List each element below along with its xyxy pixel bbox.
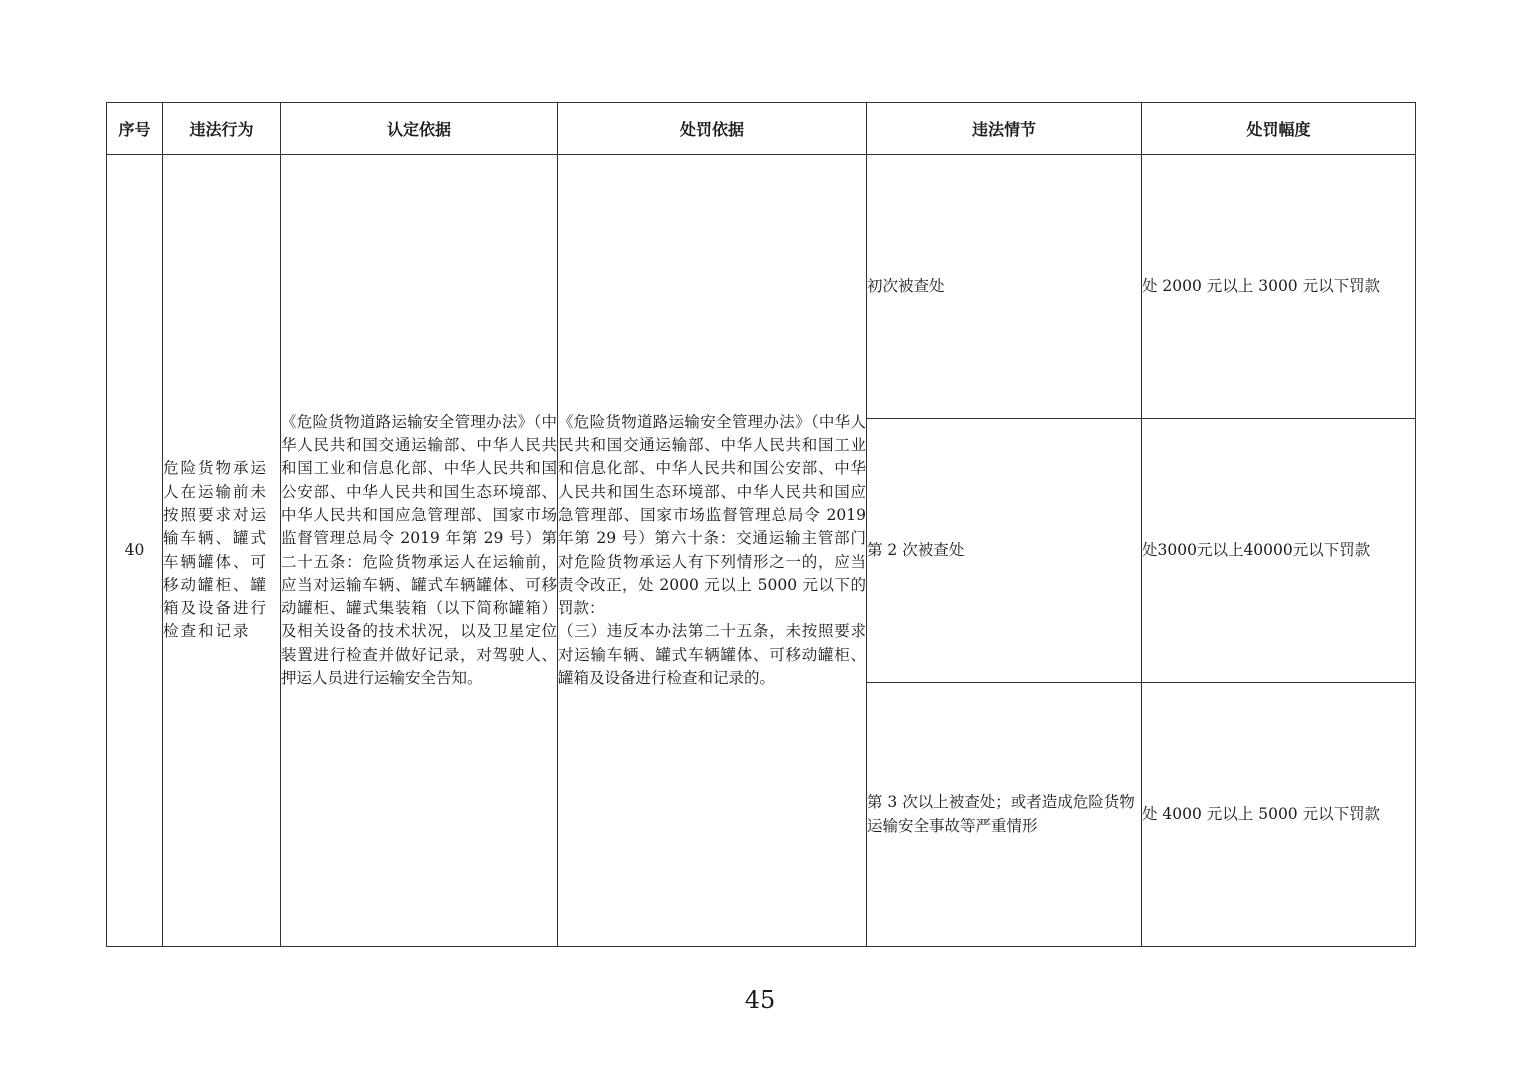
cell-circumstance: 初次被查处 [867, 155, 1142, 419]
page-number: 45 [744, 986, 776, 1014]
cell-penalty-basis [558, 155, 867, 947]
cell-range: 处 2000 元以上 3000 元以下罚款 [1142, 155, 1416, 419]
header-row [107, 103, 1416, 155]
header-range: 处罚幅度 [1142, 103, 1416, 155]
header-behavior: 违法行为 [163, 103, 281, 155]
header-seq: 序号 [107, 103, 163, 155]
cell-circumstance: 第 3 次以上被查处；或者造成危险货物运输安全事故等严重情形 [867, 683, 1142, 947]
header-basis: 认定依据 [281, 103, 558, 155]
cell-circumstance: 第 2 次被查处 [867, 419, 1142, 683]
table-row [107, 155, 1416, 419]
cell-range: 处3000元以上40000元以下罚款 [1142, 419, 1416, 683]
penalty-basis-item: （三）违反本办法第二十五条，未按照要求对运输车辆、罐式车辆罐体、可移动罐柜、罐箱及设备进行检查和记录的。 [558, 622, 866, 687]
header-circumstance: 违法情节 [867, 103, 1142, 155]
header-penalty-basis: 处罚依据 [558, 103, 867, 155]
penalty-basis-main: 《危险货物道路运输安全管理办法》（中华人民共和国交通运输部、中华人民共和国工业和信息化部、中华人民共和国公安部、中华人民共和国生态环境部、中华人民共和国应急管理部、国家市场监督管理总局令 2019 年第 29 号）第六十条：交通运输主管部门对危险货物承运人有下列情形之一的，应当责令改正，处 2000 元以上 5000 元以下的罚款： [558, 412, 866, 618]
cell-behavior: 危险货物承运人在运输前未按照要求对运输车辆、罐式车辆罐体、可移动罐柜、罐箱及设备进行检查和记录 [163, 155, 281, 947]
cell-basis: 《危险货物道路运输安全管理办法》（中华人民共和国交通运输部、中华人民共和国工业和信息化部、中华人民共和国公安部、中华人民共和国生态环境部、中华人民共和国应急管理部、国家市场监督管理总局令 2019 年第 29 号）第二十五条：危险货物承运人在运输前，应当对运输车辆、罐式车辆罐体、可移动罐柜、罐式集装箱（以下简称罐箱）及相关设备的技术状况，以及卫星定位装置进行检查并做好记录，对驾驶人、押运人员进行运输安全告知。 [281, 155, 558, 947]
penalty-table [106, 102, 1416, 947]
cell-seq: 40 [107, 155, 163, 947]
cell-range: 处 4000 元以上 5000 元以下罚款 [1142, 683, 1416, 947]
